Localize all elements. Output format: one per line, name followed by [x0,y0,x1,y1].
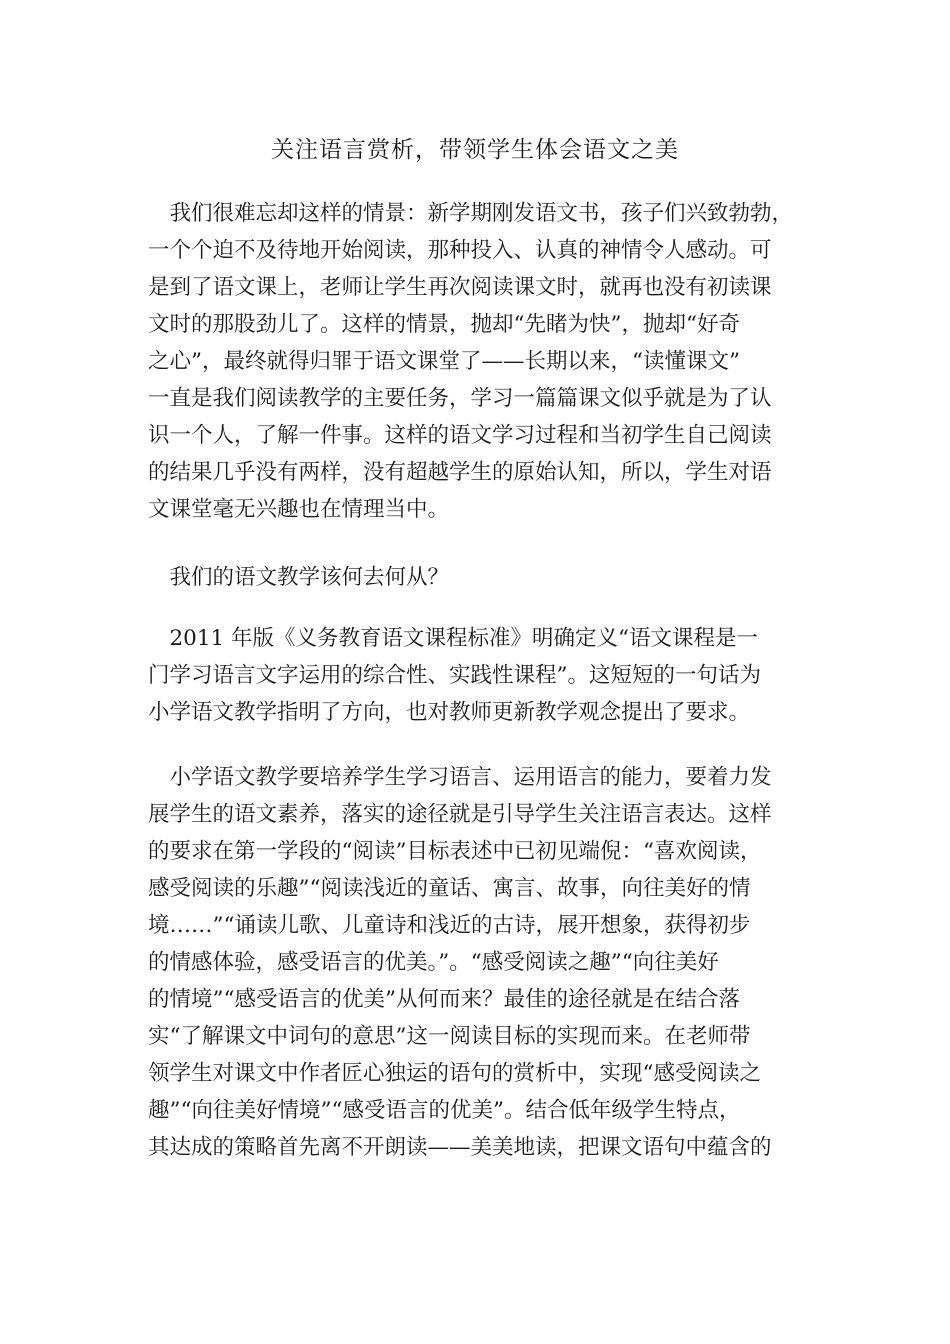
text-line: 小学语文教学指明了方向，也对教师更新教学观念提出了要求。 [148,700,751,725]
text-line: 的要求在第一学段的“阅读”目标表述中已初见端倪：“喜欢阅读， [148,839,762,864]
text-line: 感受阅读的乐趣”“阅读浅近的童话、寓言、故事，向往美好的情 [148,876,751,901]
text-line: 展学生的语文素养，落实的途径就是引导学生关注语言表达。这样 [148,802,772,827]
text-line: 一直是我们阅读教学的主要任务，学习一篇篇课文似乎就是为了认 [148,386,772,411]
text-line: 文课堂毫无兴趣也在情理当中。 [148,497,450,522]
text-line: 一个个迫不及待地开始阅读，那种投入、认真的神情令人感动。可 [148,238,772,263]
text-line: 是到了语文课上，老师让学生再次阅读课文时，就再也没有初读课 [148,275,772,300]
document-title: 关注语言赏析，带领学生体会语文之美 [271,137,679,163]
text-line: 的情境”“感受语言的优美”从何而来？最佳的途径就是在结合落 [148,987,740,1012]
text-line: 2011 年版《义务教育语文课程标准》明确定义“语文课程是一 [148,626,759,651]
text-line: 趣”“向往美好情境”“感受语言的优美”。结合低年级学生特点， [148,1098,741,1123]
text-line: 门学习语言文字运用的综合性、实践性课程”。这短短的一句话为 [148,663,761,688]
text-line: 的情感体验，感受语言的优美。”。“感受阅读之趣”“向往美好 [148,950,719,975]
text-line: 之心”，最终就得归罪于语文课堂了——长期以来，“读懂课文” [148,349,740,374]
text-line: 领学生对课文中作者匠心独运的语句的赏析中，实现“感受阅读之 [148,1061,761,1086]
text-line: 小学语文教学要培养学生学习语言、运用语言的能力，要着力发 [148,765,772,790]
text-line: 的结果几乎没有两样，没有超越学生的原始认知，所以，学生对语 [148,460,772,485]
text-line: 识一个人，了解一件事。这样的语文学习过程和当初学生自己阅读 [148,423,772,448]
text-line: 实“了解课文中词句的意思”这一阅读目标的实现而来。在老师带 [148,1024,751,1049]
text-line: 我们的语文教学该何去何从？ [148,565,450,590]
text-line: 文时的那股劲儿了。这样的情景，抛却“先睹为快”，抛却“好奇 [148,312,740,337]
text-line: 其达成的策略首先离不开朗读——美美地读，把课文语句中蕴含的 [148,1135,772,1160]
text-line: 我们很难忘却这样的情景：新学期刚发语文书，孩子们兴致勃勃， [148,201,794,226]
text-line: 境……”“诵读儿歌、儿童诗和浅近的古诗，展开想象，获得初步 [148,913,751,938]
